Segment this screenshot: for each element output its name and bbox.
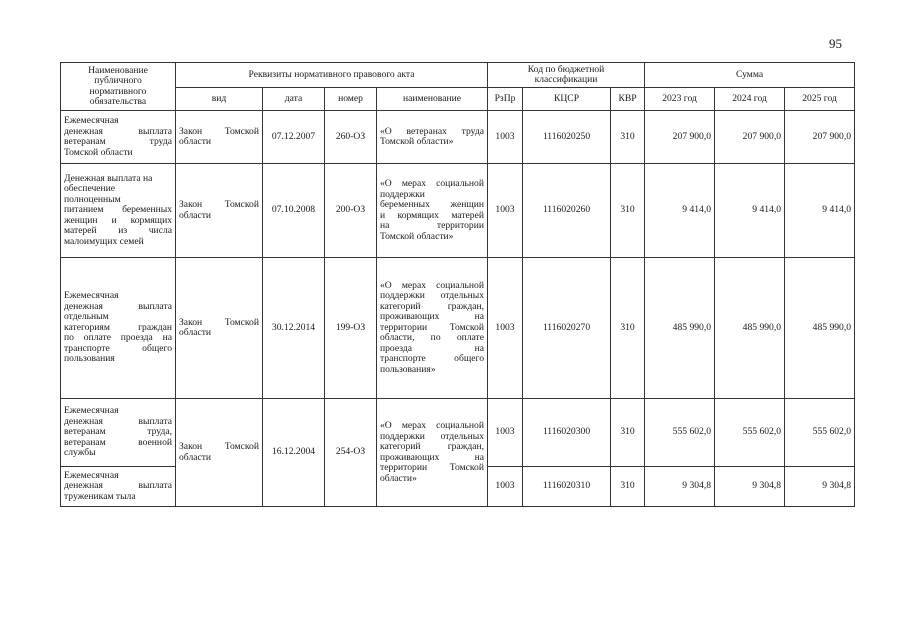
act-date-cell: 30.12.2014	[263, 258, 325, 399]
kvr-cell: 310	[611, 467, 645, 507]
amount-2023-cell: 555 602,0	[645, 399, 715, 467]
amount-2024-cell: 9 304,8	[715, 467, 785, 507]
act-date-cell: 07.12.2007	[263, 111, 325, 164]
act-number-cell: 254-ОЗ	[325, 399, 377, 507]
kvr-cell: 310	[611, 164, 645, 258]
table-row	[61, 258, 855, 399]
act-name-cell: «О мерах социальной поддержки беременных женщин и кормящих матерей на территории Томской области»	[377, 164, 488, 258]
act-type-cell: Закон Томской области	[176, 399, 263, 507]
amount-2025-cell: 485 990,0	[785, 258, 855, 399]
header-2025: 2025 год	[785, 88, 855, 111]
header-row-top	[61, 63, 855, 88]
rzpr-cell: 1003	[488, 399, 523, 467]
kcsr-cell: 1116020270	[523, 258, 611, 399]
header-kcsr: КЦСР	[523, 88, 611, 111]
header-number: номер	[325, 88, 377, 111]
act-number-cell: 199-ОЗ	[325, 258, 377, 399]
kcsr-cell: 1116020310	[523, 467, 611, 507]
table-row	[61, 399, 855, 467]
table-row	[61, 164, 855, 258]
obligation-cell: Ежемесячная денежная выплата ветеранам труда, ветеранам военной службы	[61, 399, 176, 467]
kcsr-cell: 1116020260	[523, 164, 611, 258]
amount-2024-cell: 555 602,0	[715, 399, 785, 467]
act-number-cell: 200-ОЗ	[325, 164, 377, 258]
act-name-cell: «О ветеранах труда Томской области»	[377, 111, 488, 164]
act-type-cell: Закон Томской области	[176, 164, 263, 258]
amount-2023-cell: 9 304,8	[645, 467, 715, 507]
rzpr-cell: 1003	[488, 111, 523, 164]
header-obligation: Наименование публичного нормативного обязательства	[61, 63, 176, 111]
header-2023: 2023 год	[645, 88, 715, 111]
obligation-cell: Денежная выплата на обеспечение полноценным питанием беременных женщин и кормящих матерей из числа малоимущих семей	[61, 164, 176, 258]
amount-2023-cell: 9 414,0	[645, 164, 715, 258]
kvr-cell: 310	[611, 111, 645, 164]
header-rzpr: РзПр	[488, 88, 523, 111]
budget-obligations-table	[60, 62, 855, 507]
amount-2025-cell: 207 900,0	[785, 111, 855, 164]
act-date-cell: 07.10.2008	[263, 164, 325, 258]
kcsr-cell: 1116020250	[523, 111, 611, 164]
header-kvr: КВР	[611, 88, 645, 111]
act-name-cell: «О мерах социальной поддержки отдельных категорий граждан, проживающих на территории Томской области»	[377, 399, 488, 507]
act-name-cell: «О мерах социальной поддержки отдельных категорий граждан, проживающих на территории Томской области, по оплате проезда на транспорте общего пользования»	[377, 258, 488, 399]
header-date: дата	[263, 88, 325, 111]
obligation-cell: Ежемесячная денежная выплата ветеранам труда Томской области	[61, 111, 176, 164]
kvr-cell: 310	[611, 399, 645, 467]
amount-2025-cell: 9 414,0	[785, 164, 855, 258]
header-amount: Сумма	[645, 63, 855, 88]
header-type: вид	[176, 88, 263, 111]
obligation-cell: Ежемесячная денежная выплата отдельным категориям граждан по оплате проезда на транспорте общего пользования	[61, 258, 176, 399]
kvr-cell: 310	[611, 258, 645, 399]
act-number-cell: 260-ОЗ	[325, 111, 377, 164]
act-date-cell: 16.12.2004	[263, 399, 325, 507]
amount-2025-cell: 9 304,8	[785, 467, 855, 507]
amount-2025-cell: 555 602,0	[785, 399, 855, 467]
table-row	[61, 111, 855, 164]
amount-2024-cell: 207 900,0	[715, 111, 785, 164]
header-budget-code: Код по бюджетной классификации	[488, 63, 645, 88]
amount-2024-cell: 9 414,0	[715, 164, 785, 258]
kcsr-cell: 1116020300	[523, 399, 611, 467]
header-2024: 2024 год	[715, 88, 785, 111]
amount-2023-cell: 207 900,0	[645, 111, 715, 164]
amount-2023-cell: 485 990,0	[645, 258, 715, 399]
amount-2024-cell: 485 990,0	[715, 258, 785, 399]
header-act-details: Реквизиты нормативного правового акта	[176, 63, 488, 88]
header-row-sub	[61, 88, 855, 111]
rzpr-cell: 1003	[488, 467, 523, 507]
header-name: наименование	[377, 88, 488, 111]
rzpr-cell: 1003	[488, 258, 523, 399]
page-number: 95	[829, 36, 842, 51]
obligation-cell: Ежемесячная денежная выплата труженикам тыла	[61, 467, 176, 507]
act-type-cell: Закон Томской области	[176, 258, 263, 399]
act-type-cell: Закон Томской области	[176, 111, 263, 164]
rzpr-cell: 1003	[488, 164, 523, 258]
